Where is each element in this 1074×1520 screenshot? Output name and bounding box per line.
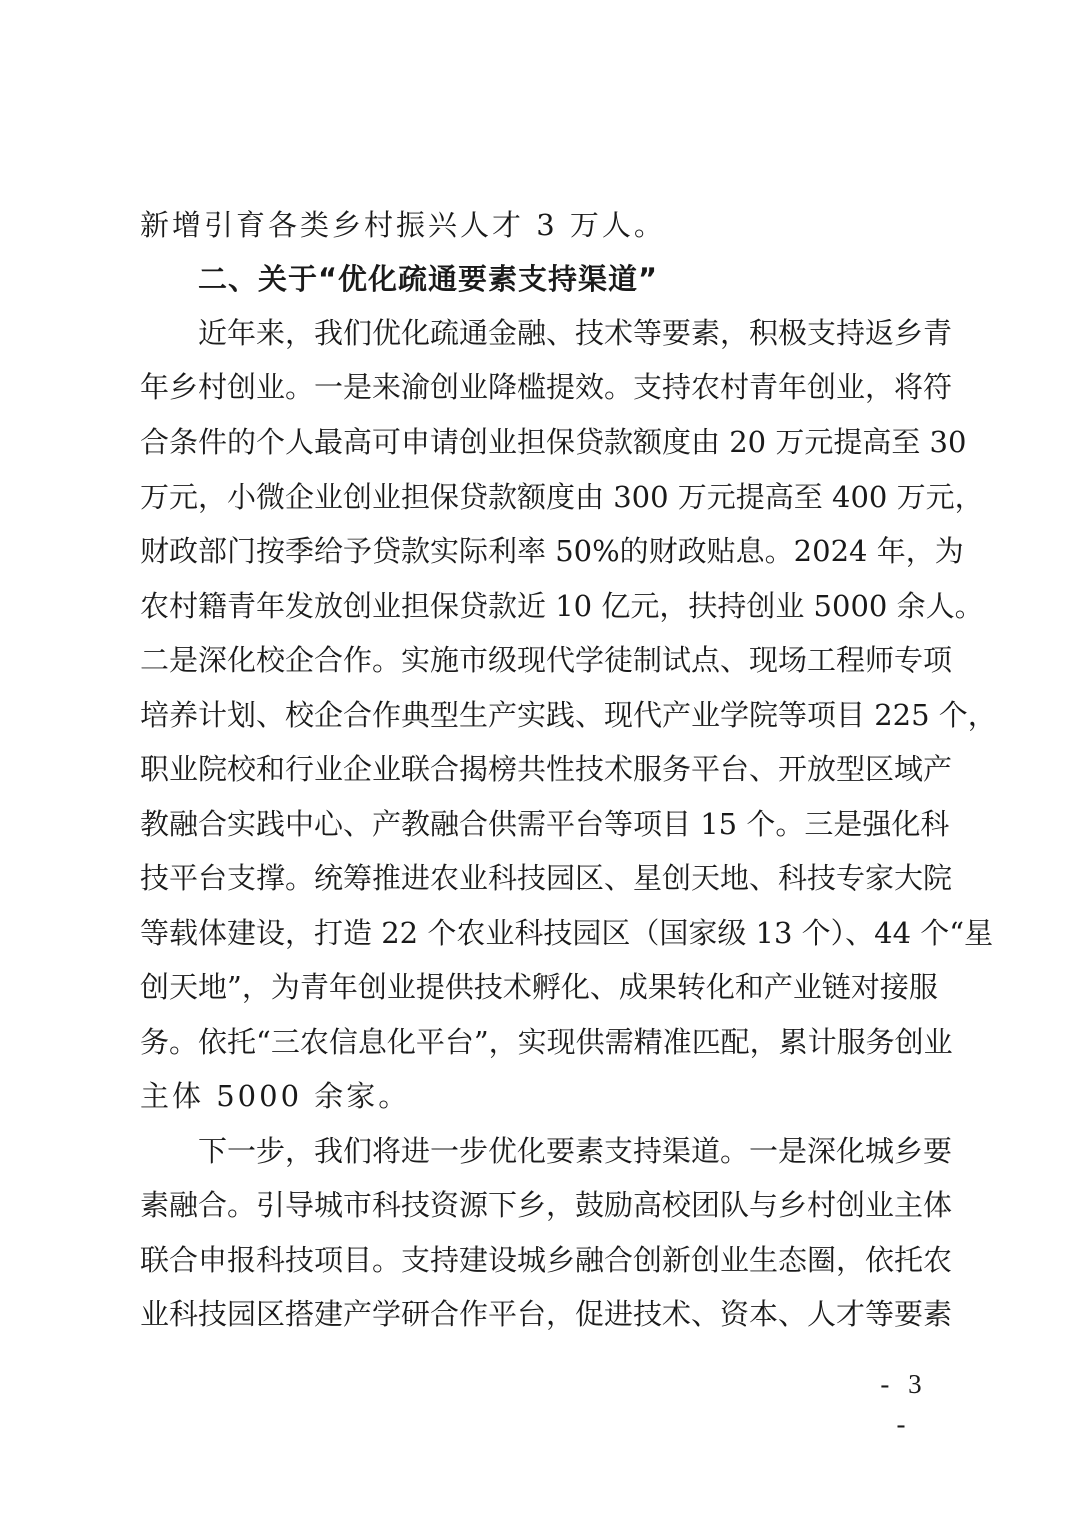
text-line: 财政部门按季给予贷款实际利率 50%的财政贴息。2024 年，为 <box>140 534 964 568</box>
text-line: 素融合。引导城市科技资源下乡，鼓励高校团队与乡村创业主体 <box>140 1188 953 1222</box>
text-line: 业科技园区搭建产学研合作平台，促进技术、资本、人才等要素 <box>140 1297 953 1331</box>
section-heading: 二、关于“优化疏通要素支持渠道” <box>198 262 659 296</box>
text-line: 合条件的个人最高可申请创业担保贷款额度由 20 万元提高至 30 <box>140 425 967 459</box>
text-line: 教融合实践中心、产教融合供需平台等项目 15 个。三是强化科 <box>140 807 950 841</box>
text-line: 主体 5000 余家。 <box>140 1079 411 1113</box>
text-line: 创天地”，为青年创业提供技术孵化、成果转化和产业链对接服 <box>140 970 938 1004</box>
text-line: 等载体建设，打造 22 个农业科技园区（国家级 13 个）、44 个“星 <box>140 916 994 950</box>
text-line: 下一步，我们将进一步优化要素支持渠道。一是深化城乡要 <box>198 1134 953 1168</box>
text-line: 二是深化校企合作。实施市级现代学徒制试点、现场工程师专项 <box>140 643 953 677</box>
text-line: 联合申报科技项目。支持建设城乡融合创新创业生态圈，依托农 <box>140 1243 953 1277</box>
text-line: 农村籍青年发放创业担保贷款近 10 亿元，扶持创业 5000 余人。 <box>140 589 984 623</box>
text-line: 近年来，我们优化疏通金融、技术等要素，积极支持返乡青 <box>198 316 953 350</box>
page-number: - 3 - <box>880 1369 928 1439</box>
text-line: 技平台支撑。统筹推进农业科技园区、星创天地、科技专家大院 <box>140 861 953 895</box>
text-line: 培养计划、校企合作典型生产实践、现代产业学院等项目 225 个， <box>140 698 997 732</box>
text-line: 职业院校和行业企业联合揭榜共性技术服务平台、开放型区域产 <box>140 752 953 786</box>
text-line: 务。依托“三农信息化平台”，实现供需精准匹配，累计服务创业 <box>140 1025 953 1059</box>
text-line: 万元，小微企业创业担保贷款额度由 300 万元提高至 400 万元， <box>140 480 984 514</box>
text-line: 新增引育各类乡村振兴人才 3 万人。 <box>140 208 666 242</box>
text-line: 年乡村创业。一是来渝创业降槛提效。支持农村青年创业，将符 <box>140 370 953 404</box>
